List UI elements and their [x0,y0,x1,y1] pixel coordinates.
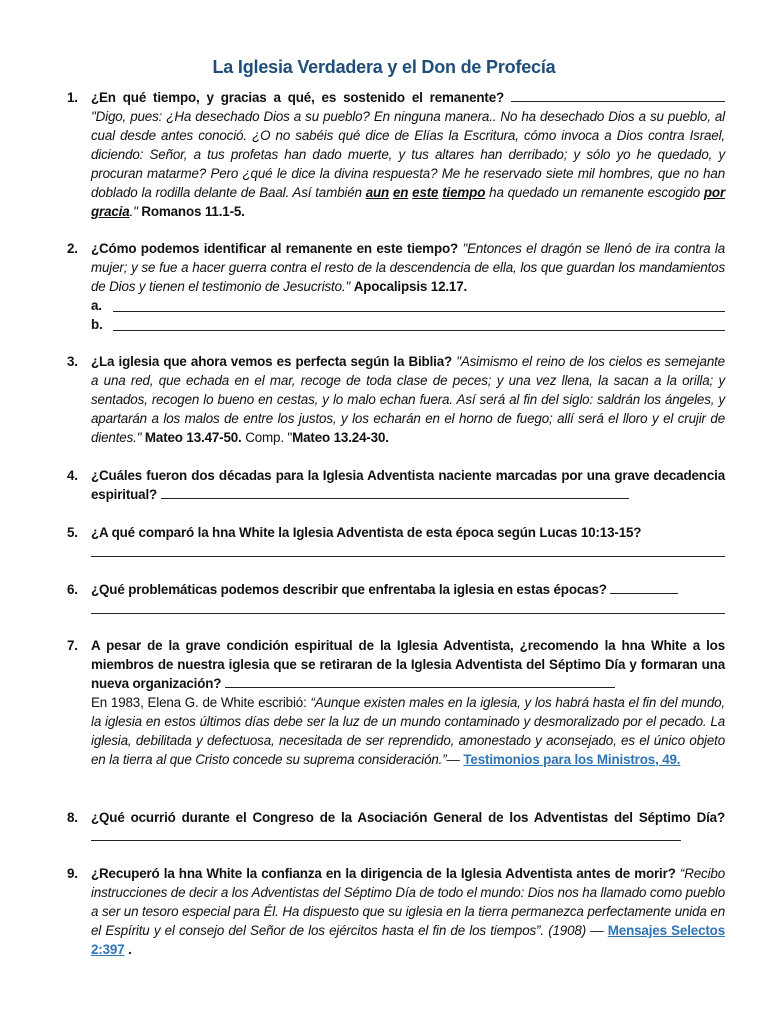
answer-line[interactable] [91,599,725,614]
bible-quote: "Entonces el dragón se llenó de ira contra la mujer; y se fue a hacer guerra contra el resto de la descendencia de ella, los que guardan los mandamientos de Dios y tienen el testimonio de Jesucristo." [91,241,725,294]
bible-quote: "Asimismo el reino de los cielos es semejante a una red, que echada en el mar, recoge de toda clase de peces; y una vez llena, la sacan a la orilla; y sentados, recogen lo bueno en cestas, y lo malo echan fuera. Así será al fin del siglo: saldrán los ángeles, y apartarán a los malos de entre los justos, y los echarán en el horno de fuego; allí será el lloro y el crujir de dientes." [91,354,725,445]
question-6 [67,580,725,614]
bible-quote: "Digo, pues: ¿Ha desechado Dios a su pueblo? En ninguna manera.. No ha desechado Dios a su pueblo, al cual desde antes conoció. ¿O no sabéis qué dice de Elías la Escritura, cómo invoca a Dios contra Israel, diciendo: Señor, a tus profetas han dado muerte, y tus altares han derribado; y sólo yo he quedado, y procuran matarme? Pero ¿qué le dice la divina respuesta? Me he reservado siete mil hombres, que no han doblado la rodilla delante de Baal. Así también aun en este tiempo ha quedado un remanente escogido por gracia." [91,109,726,219]
answer-line[interactable] [610,592,678,594]
question-number: 5. [67,525,78,540]
answer-line[interactable] [113,311,725,312]
question-7 [67,636,725,769]
answer-line[interactable] [91,839,681,841]
question-9 [67,864,725,959]
answer-b[interactable] [91,315,725,334]
question-3 [67,352,725,447]
bible-reference: Mateo 13.24-30. [292,430,389,445]
question-number: 7. [67,638,78,653]
question-text: ¿En qué tiempo, y gracias a qué, es sostenido el remanente? [91,90,505,105]
question-text: ¿La iglesia que ahora vemos es perfecta según la Biblia? [91,354,453,369]
quote-intro: En 1983, Elena G. de White escribió: [91,695,307,710]
question-number: 2. [67,241,78,256]
bible-reference: Apocalipsis 12.17. [353,279,468,294]
question-text: ¿Cuáles fueron dos décadas para la Iglesia Adventista naciente marcadas por una grave decadencia espiritual? [91,468,725,502]
answer-line[interactable] [91,542,725,557]
answer-label: a. [91,298,102,313]
question-number: 3. [67,354,78,369]
answer-line[interactable] [225,686,615,688]
question-2 [67,239,725,334]
answer-line[interactable] [161,497,629,499]
bible-reference: Mateo 13.47-50. [144,430,242,445]
question-number: 9. [67,866,78,881]
question-8 [67,808,725,846]
question-text: ¿Qué ocurrió durante el Congreso de la Asociación General de los Adventistas del Séptimo Día? [91,810,725,825]
answer-line[interactable] [113,330,725,331]
answer-line[interactable] [511,100,725,102]
egw-quote: “Recibo instrucciones de decir a los Adventistas del Séptimo Día de todo el mundo: Dios nos ha llamado como pueblo a ser un tesoro especial para Él. Ha dispuesto que su iglesia en la tierra permanezca perfectamente unida en el Espíritu y el consejo del Señor de los ejércitos hasta el fin de los tiempos”. [91,866,726,938]
question-text: ¿A qué comparó la hna White la Iglesia Adventista de esta época según Lucas 10:13-15? [91,525,642,540]
reference-link[interactable]: Mensajes Selectos 2:397 [91,923,726,957]
quote-year: (1908) — [548,923,604,938]
question-number: 4. [67,468,78,483]
question-4 [67,466,725,504]
comparison-label: Comp. " [245,430,293,445]
egw-quote: “Aunque existen males en la iglesia, y los habrá hasta el fin del mundo, la iglesia en estos últimos días debe ser la luz de un mundo contaminado y desmoralizado por el pecado. La iglesia, debilitada y defectuosa, necesitada de ser reprendido, amonestado y aconsejado, es el único objeto en la tierra al que Cristo concede su suprema consideración.”— [91,695,725,767]
end-period: . [128,942,132,957]
question-number: 6. [67,582,78,597]
question-text: ¿Cómo podemos identificar al remanente en este tiempo? [91,241,459,256]
question-5 [67,523,725,557]
question-text: A pesar de la grave condición espiritual de la Iglesia Adventista, ¿recomendo la hna White a los miembros de nuestra iglesia que se retiraran de la Iglesia Adventista del Séptimo Día y formaran una nueva organización? [91,638,725,691]
question-1 [67,88,725,221]
reference-link[interactable]: Testimonios para los Ministros, 49. [463,752,681,767]
question-text: ¿Qué problemáticas podemos describir que enfrentaba la iglesia en estas épocas? [91,582,607,597]
answer-a[interactable] [91,296,725,315]
question-number: 8. [67,810,78,825]
question-number: 1. [67,90,78,105]
answer-label: b. [91,317,103,332]
bible-reference: Romanos 11.1-5. [141,204,245,219]
page-title: La Iglesia Verdadera y el Don de Profecía [212,57,556,77]
question-text: ¿Recuperó la hna White la confianza en la dirigencia de la Iglesia Adventista antes de morir? [91,866,676,881]
